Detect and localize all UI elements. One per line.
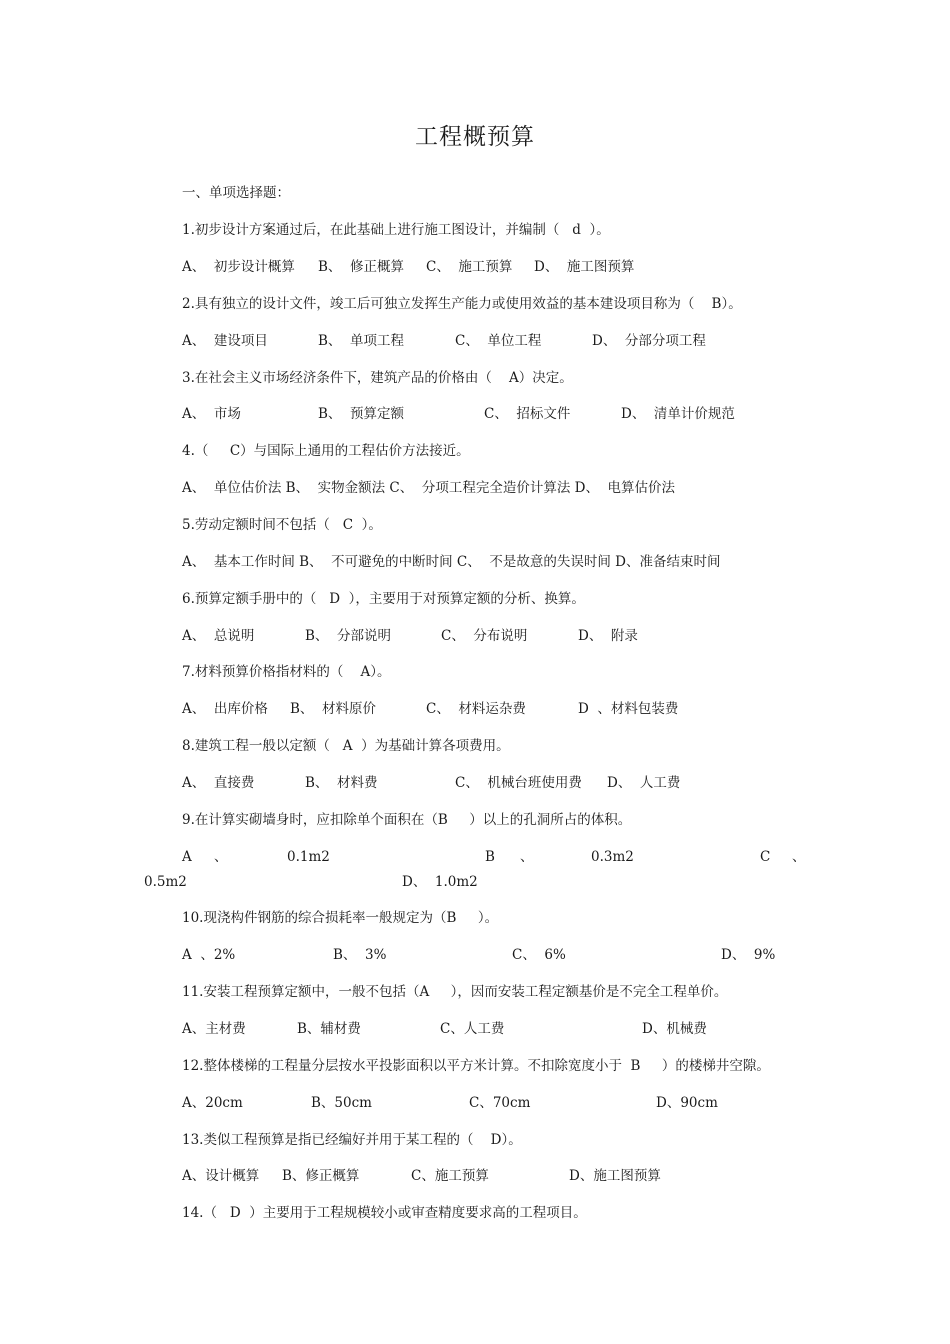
option: B、 材料费 — [305, 775, 378, 791]
section-heading: 一、单项选择题： — [182, 185, 290, 201]
option: C、 机械台班使用费 — [455, 775, 582, 791]
option: A、 出库价格 — [182, 701, 268, 717]
option: B、 3% — [333, 947, 387, 963]
option: A、 单位估价法 B、 实物金额法 C、 分项工程完全造价计算法 D、 电算估价法 — [182, 480, 676, 496]
option: D、 清单计价规范 — [621, 406, 735, 422]
option: B、 修正概算 — [318, 259, 405, 275]
option: B、 预算定额 — [318, 406, 405, 422]
option: D、 施工图预算 — [534, 259, 635, 275]
option: A、设计概算 — [182, 1168, 260, 1184]
option: A、 建设项目 — [182, 333, 268, 349]
option: B、 单项工程 — [318, 333, 405, 349]
option: D、机械费 — [642, 1021, 707, 1037]
option: A、20cm — [182, 1095, 243, 1111]
option: 0.1m2 — [287, 849, 330, 865]
option: B、 材料原价 — [290, 701, 377, 717]
option: D、施工图预算 — [569, 1168, 661, 1184]
option: A 、2% — [182, 947, 236, 963]
option: A、 直接费 — [182, 775, 255, 791]
question-5: 5.劳动定额时间不包括（ C ）。 — [182, 517, 382, 533]
page-title: 工程概预算 — [415, 124, 535, 150]
option: D、 附录 — [578, 628, 638, 644]
option: A、 总说明 — [182, 628, 255, 644]
question-6: 6.预算定额手册中的（ D ），主要用于对预算定额的分析、换算。 — [182, 591, 585, 607]
option: D、90cm — [656, 1095, 718, 1111]
question-2: 2.具有独立的设计文件，竣工后可独立发挥生产能力或使用效益的基本建设项目称为（ B）。 — [182, 296, 742, 312]
option: 、 — [520, 849, 534, 865]
option: C、施工预算 — [411, 1168, 489, 1184]
option: C、 单位工程 — [455, 333, 542, 349]
question-8: 8.建筑工程一般以定额（ A ）为基础计算各项费用。 — [182, 738, 510, 754]
option: C、 6% — [512, 947, 566, 963]
question-10: 10.现浇构件钢筋的综合损耗率一般规定为（B ）。 — [182, 910, 499, 926]
question-7: 7.材料预算价格指材料的（ A）。 — [182, 664, 391, 680]
option: B、 分部说明 — [305, 628, 392, 644]
option: C、 施工预算 — [426, 259, 513, 275]
question-11: 11.安装工程预算定额中，一般不包括（A ），因而安装工程定额基价是不完全工程单价。 — [182, 984, 728, 1000]
question-9: 9.在计算实砌墙身时，应扣除单个面积在（B ）以上的孔洞所占的体积。 — [182, 812, 632, 828]
option: A、 市场 — [182, 406, 241, 422]
option: B、50cm — [311, 1095, 372, 1111]
option: B、修正概算 — [282, 1168, 360, 1184]
option: A — [182, 849, 192, 865]
option: A、 初步设计概算 — [182, 259, 295, 275]
question-13: 13.类似工程预算是指已经编好并用于某工程的（ D）。 — [182, 1132, 522, 1148]
option: C、 招标文件 — [484, 406, 571, 422]
option: C、70cm — [469, 1095, 531, 1111]
option: B、辅材费 — [297, 1021, 361, 1037]
option: D、 1.0m2 — [402, 874, 478, 890]
question-14: 14.（ D ）主要用于工程规模较小或审查精度要求高的工程项目。 — [182, 1205, 587, 1221]
option: D 、材料包装费 — [578, 701, 679, 717]
option: C、 分布说明 — [441, 628, 528, 644]
option: 、 — [792, 849, 806, 865]
option: D、 人工费 — [607, 775, 681, 791]
question-1: 1.初步设计方案通过后，在此基础上进行施工图设计，并编制（ d ）。 — [182, 222, 610, 238]
option: A、 基本工作时间 B、 不可避免的中断时间 C、 不是故意的失误时间 D、准备结束时间 — [182, 554, 721, 570]
option: D、 9% — [721, 947, 776, 963]
option: B — [485, 849, 495, 865]
option: 、 — [214, 849, 228, 865]
question-4: 4.（ C）与国际上通用的工程估价方法接近。 — [182, 443, 470, 459]
option: D、 分部分项工程 — [592, 333, 706, 349]
question-3: 3.在社会主义市场经济条件下，建筑产品的价格由（ A）决定。 — [182, 370, 573, 386]
option: C — [760, 849, 771, 865]
option: 0.5m2 — [144, 874, 187, 890]
option: A、主材费 — [182, 1021, 246, 1037]
option: 0.3m2 — [591, 849, 634, 865]
option: C、 材料运杂费 — [426, 701, 526, 717]
option: C、人工费 — [440, 1021, 505, 1037]
question-12: 12.整体楼梯的工程量分层按水平投影面积以平方米计算。不扣除宽度小于 B ）的楼梯井空隙。 — [182, 1058, 770, 1074]
